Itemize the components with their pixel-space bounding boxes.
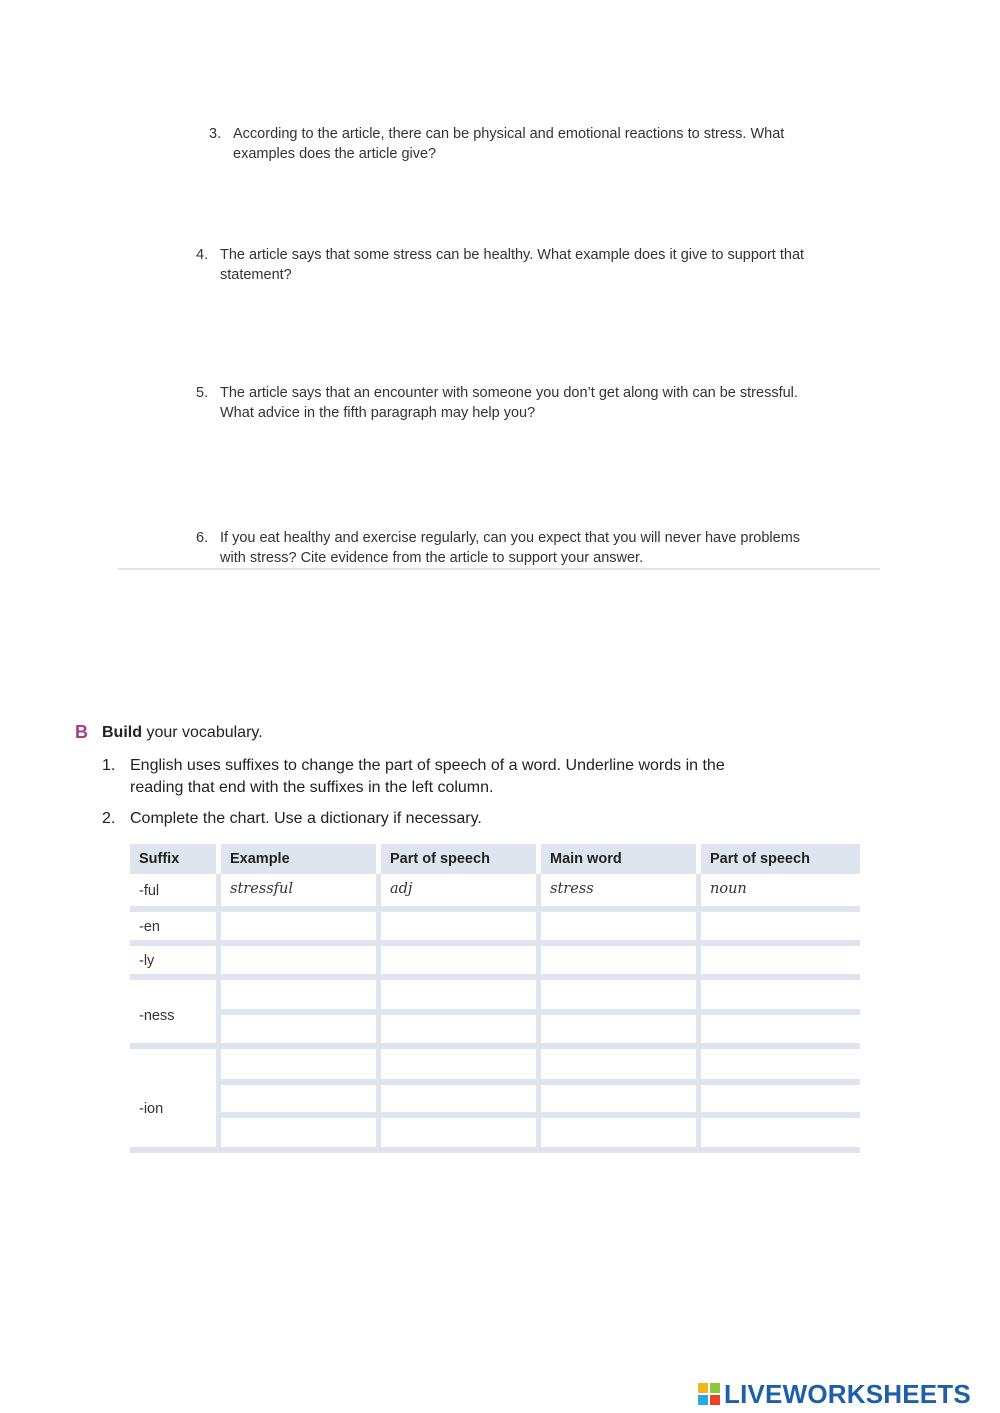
row-separator — [130, 906, 860, 912]
question-number: 3. — [209, 126, 222, 142]
question-text-line2: with stress? Cite evidence from the article to support your answer. — [220, 549, 644, 566]
question-text-line2: examples does the article give? — [233, 145, 437, 162]
liveworksheets-logo — [698, 1377, 971, 1411]
instruction-1 — [102, 755, 725, 799]
column-separator — [536, 874, 541, 1147]
question-text-line1: According to the article, there can be physical and emotional reactions to stress. What — [233, 126, 785, 142]
question-5 — [196, 384, 798, 423]
instruction-text-line2: reading that end with the suffixes in the left column. — [130, 779, 494, 796]
question-text-line2: statement? — [220, 266, 292, 283]
suffix-ful: -ful — [130, 880, 159, 902]
row-separator — [130, 1147, 860, 1153]
logo-square — [710, 1395, 720, 1405]
header-gap — [216, 844, 221, 874]
example-part-of-speech: adj — [381, 878, 412, 900]
suffix-en: -en — [130, 916, 160, 938]
header-part-of-speech-2: Part of speech — [701, 844, 860, 874]
header-gap — [536, 844, 541, 874]
question-number: 4. — [196, 247, 209, 263]
question-text-line1: The article says that an encounter with someone you don’t get along with can be stressful. — [220, 385, 798, 401]
logo-mark-icon — [698, 1383, 720, 1405]
logo-square — [698, 1395, 708, 1405]
example-main-part-of-speech: noun — [701, 878, 747, 900]
instruction-number: 1. — [102, 757, 116, 774]
section-letter: B — [75, 722, 88, 742]
suffix-ly: -ly — [130, 950, 154, 972]
instruction-number: 2. — [102, 810, 116, 827]
row-separator — [130, 1043, 860, 1049]
header-suffix: Suffix — [130, 844, 216, 874]
vocabulary-chart — [130, 844, 860, 1154]
question-number: 5. — [196, 385, 209, 401]
header-main-word: Main word — [541, 844, 696, 874]
column-separator — [696, 874, 701, 1147]
header-example: Example — [221, 844, 376, 874]
question-4 — [196, 246, 805, 285]
logo-text: LIVEWORKSHEETS — [724, 1378, 971, 1409]
section-title-bold: Build — [102, 724, 142, 741]
instruction-text-line1: Complete the chart. Use a dictionary if necessary. — [130, 810, 482, 827]
example-main-word: stress — [541, 878, 594, 900]
header-part-of-speech-1: Part of speech — [381, 844, 536, 874]
section-divider — [118, 568, 880, 570]
suffix-ion: -ion — [130, 1098, 163, 1120]
question-text-line1: The article says that some stress can be healthy. What example does it give to support that — [220, 247, 805, 263]
logo-square — [710, 1383, 720, 1393]
question-text-line1: If you eat healthy and exercise regularly, can you expect that you will never have problems — [220, 530, 801, 546]
header-gap — [696, 844, 701, 874]
example-word: stressful — [221, 878, 293, 900]
suffix-ness: -ness — [130, 1005, 174, 1027]
question-number: 6. — [196, 530, 209, 546]
header-gap — [376, 844, 381, 874]
question-6 — [196, 529, 801, 568]
instruction-2 — [102, 808, 482, 830]
section-title — [102, 724, 263, 742]
column-separator — [376, 874, 381, 1147]
section-title-rest: your vocabulary. — [142, 724, 263, 741]
logo-square — [698, 1383, 708, 1393]
row-separator — [130, 940, 860, 946]
column-separator — [216, 874, 221, 1147]
instruction-text-line1: English uses suffixes to change the part of speech of a word. Underline words in the — [130, 757, 725, 774]
question-3 — [209, 125, 785, 164]
row-separator — [130, 974, 860, 980]
question-text-line2: What advice in the fifth paragraph may help you? — [220, 404, 536, 421]
